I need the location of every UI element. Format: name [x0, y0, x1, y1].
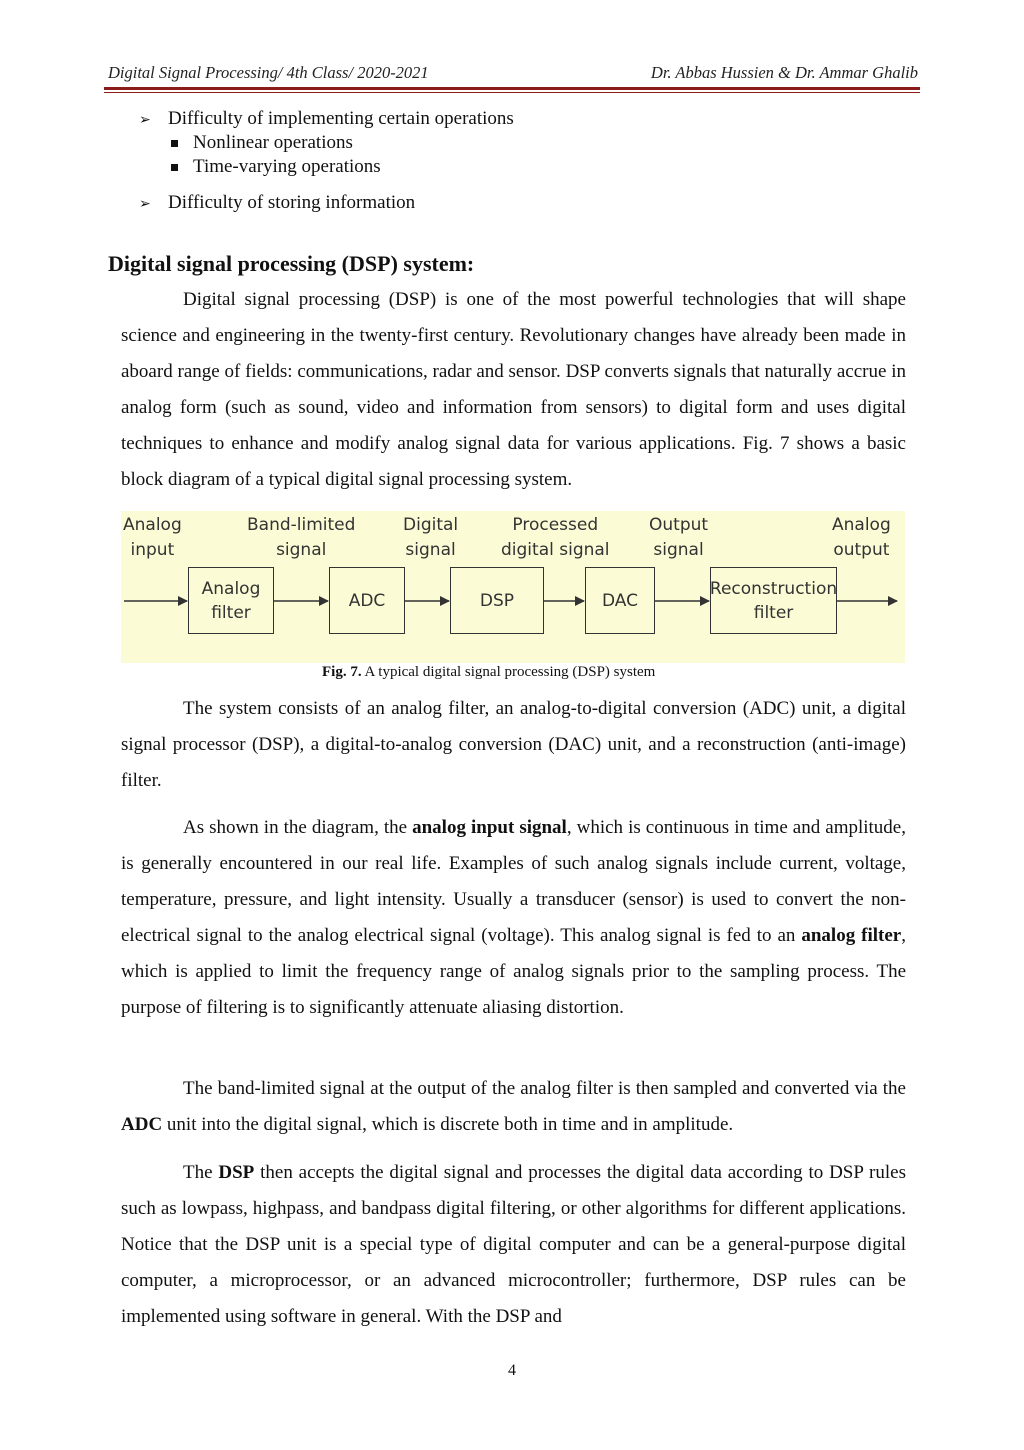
dsp-block-diagram — [121, 511, 905, 663]
intro-paragraph — [121, 282, 906, 498]
paragraph-adc: The band-limited signal at the output of the analog filter is then sampled and converted via the ADC unit into the digital signal, which is discrete both in time and in amplitude. — [121, 1078, 906, 1135]
label-band-limited-signal: Band-limited signal — [247, 515, 356, 560]
paragraph-analog-input: As shown in the diagram, the analog input signal, which is continuous in time and amplitude, is generally encountered in our real life. Examples of such analog signals include current, voltage, temperature, pressure, and light intensity. Usually a transducer (sensor) is used to convert the non-electrical signal to the analog electrical signal (voltage). This analog signal is fed to an analog filter, which is applied to limit the frequency range of analog signals prior to the sampling process. The purpose of filtering is to significantly attenuate aliasing distortion. — [121, 817, 906, 1018]
block-adc: ADC — [329, 567, 405, 634]
block-dac: DAC — [585, 567, 655, 634]
term-dsp: DSP — [218, 1162, 255, 1183]
figure-caption-text: A typical digital signal processing (DSP) system — [361, 664, 656, 680]
block-dsp: DSP — [450, 567, 544, 634]
label-output-signal: Output signal — [649, 515, 709, 560]
label-analog-input: Analog input — [123, 515, 182, 560]
block-reconstruction-filter: Reconstruction filter — [710, 567, 837, 634]
square-bullet-icon — [171, 164, 178, 171]
sub-bullet-item: Time-varying operations — [193, 156, 381, 177]
term-adc: ADC — [121, 1114, 163, 1135]
arrow-bullet-icon: ➢ — [139, 196, 151, 212]
section-title: Digital signal processing (DSP) system: — [108, 251, 475, 276]
paragraph-dsp: The DSP then accepts the digital signal and processes the digital data according to DSP rules such as lowpass, highpass, and bandpass digital filtering, or other algorithms for different applications. Notice that the DSP unit is a special type of digital computer and can be a general-purpose digital computer, a microprocessor, or an advanced microcontroller; furthermore, DSP rules can be implemented using software in general. With the DSP and — [121, 1162, 906, 1327]
label-processed-digital-signal: Processed digital signal — [501, 515, 610, 560]
arrow-bullet-icon: ➢ — [139, 112, 151, 128]
figure-caption — [322, 664, 655, 681]
label-digital-signal: Digital signal — [403, 515, 459, 560]
sub-bullet-item: Nonlinear operations — [193, 132, 353, 153]
page-number: 4 — [508, 1362, 516, 1379]
header-authors: Dr. Abbas Hussien & Dr. Ammar Ghalib — [650, 63, 918, 82]
label-analog-output: Analog output — [832, 515, 891, 560]
header-rule-thin — [104, 92, 920, 93]
paragraph-system-components: The system consists of an analog filter, an analog-to-digital conversion (ADC) unit, a digital signal processor (DSP), a digital-to-analog conversion (DAC) unit, and a reconstruction (anti-image) filter. — [121, 698, 906, 791]
term-analog-input-signal: analog input signal — [412, 817, 567, 838]
term-analog-filter: analog filter — [801, 925, 902, 946]
header-course-title: Digital Signal Processing/ 4th Class/ 2020-2021 — [108, 63, 429, 82]
intro-text: Digital signal processing (DSP) is one of the most powerful technologies that will shape science and engineering in the twenty-first century. Revolutionary changes have already been made in aboard range of fields: communications, radar and sensor. DSP converts signals that naturally accrue in analog form (such as sound, video and information from sensors) to digital form and uses digital techniques to enhance and modify analog signal data for various applications. Fig. 7 shows a basic block diagram of a typical digital signal processing system. — [121, 289, 906, 490]
header-rule-thick — [104, 87, 920, 90]
block-analog-filter: Analog filter — [188, 567, 274, 634]
square-bullet-icon — [171, 140, 178, 147]
bullet-item: Difficulty of implementing certain operations — [168, 108, 514, 129]
figure-label: Fig. 7. — [322, 664, 362, 680]
bullet-item: Difficulty of storing information — [168, 192, 416, 213]
